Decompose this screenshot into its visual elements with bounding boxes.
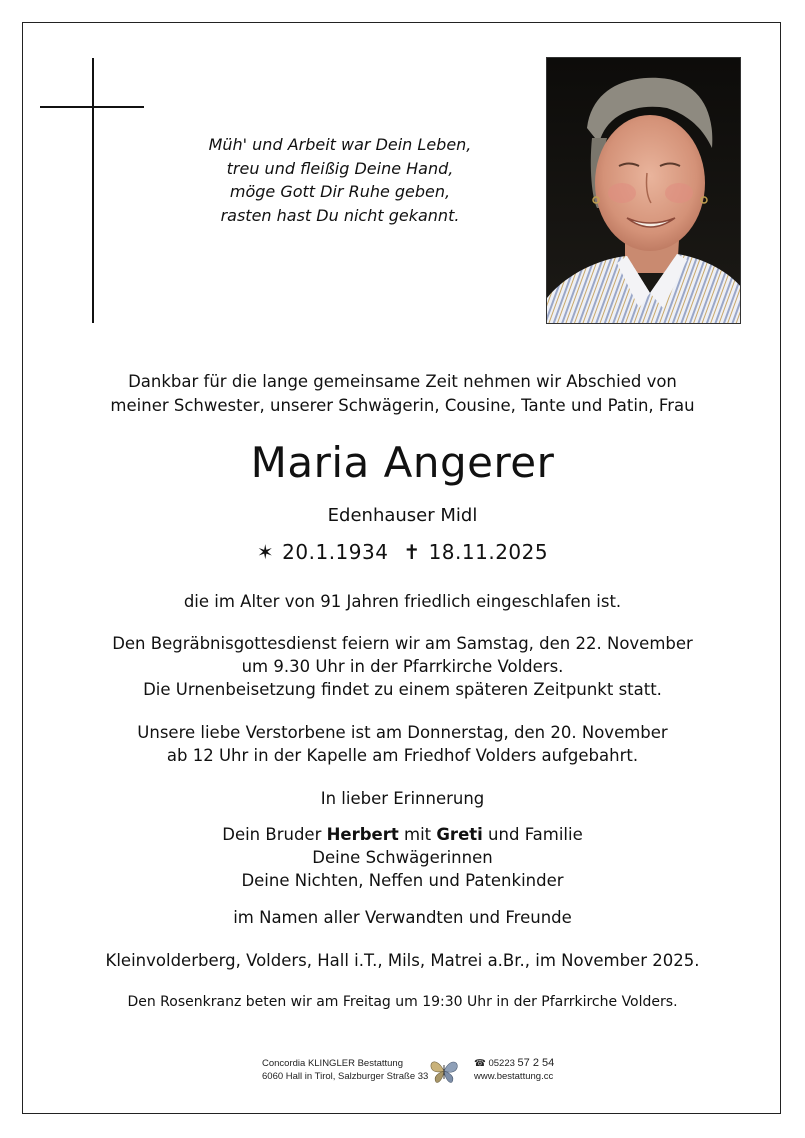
places-date-text: Kleinvolderberg, Volders, Hall i.T., Mils, Matrei a.Br., im November 2025.: [105, 951, 700, 970]
funeral-info: [30, 632, 775, 701]
deceased-name: Maria Angerer: [250, 438, 555, 487]
poem-line: rasten hast Du nicht gekannt.: [220, 205, 460, 225]
poem-line: treu und fleißig Deine Hand,: [226, 158, 454, 178]
death-cross-icon: ✝: [403, 540, 421, 564]
undertaker-contact: [474, 1057, 554, 1083]
company-address: 6060 Hall in Tirol, Salzburger Straße 33: [262, 1071, 429, 1082]
laid-out-info: [30, 721, 775, 767]
memory-text: In lieber Erinnerung: [320, 789, 485, 808]
company-name: Concordia KLINGLER Bestattung: [262, 1058, 403, 1069]
butterfly-logo-icon: [428, 1057, 460, 1085]
poem: [150, 133, 530, 227]
life-dates: [30, 538, 775, 566]
house-name: Edenhauser Midl: [327, 505, 478, 526]
mourner-line: Deine Schwägerinnen: [312, 848, 493, 867]
relatives-text: im Namen aller Verwandten und Freunde: [233, 908, 572, 927]
phone-icon: ☎: [474, 1058, 486, 1069]
portrait-photo: [546, 57, 741, 324]
birth-date: 20.1.1934: [282, 540, 389, 564]
funeral-line: Den Begräbnisgottesdienst feiern wir am Samstag, den 22. November: [112, 634, 693, 653]
intro-text: [30, 370, 775, 418]
website: www.bestattung.cc: [474, 1071, 554, 1082]
brother-name: Herbert: [326, 825, 399, 844]
intro-line: Dankbar für die lange gemeinsame Zeit nehmen wir Abschied von: [128, 372, 677, 391]
funeral-line: Die Urnenbeisetzung findet zu einem späteren Zeitpunkt statt.: [143, 680, 662, 699]
laid-out-line: Unsere liebe Verstorbene ist am Donnerstag, den 20. November: [137, 723, 668, 742]
funeral-line: um 9.30 Uhr in der Pfarrkirche Volders.: [241, 657, 564, 676]
laid-out-line: ab 12 Uhr in der Kapelle am Friedhof Volders aufgebahrt.: [166, 746, 639, 765]
age-text: die im Alter von 91 Jahren friedlich eingeschlafen ist.: [183, 592, 622, 611]
birth-star-icon: ✶: [256, 540, 275, 564]
undertaker-footer: [0, 1057, 805, 1087]
rosary-text: Den Rosenkranz beten wir am Freitag um 19:30 Uhr in der Pfarrkirche Volders.: [127, 994, 678, 1010]
death-date: 18.11.2025: [428, 540, 549, 564]
poem-line: Müh' und Arbeit war Dein Leben,: [208, 135, 472, 154]
undertaker-address: [262, 1057, 428, 1083]
intro-line: meiner Schwester, unserer Schwägerin, Cousine, Tante und Patin, Frau: [110, 396, 695, 415]
mourner-line: Dein Bruder Herbert mit Greti und Familie: [222, 825, 583, 844]
phone-line: [474, 1057, 554, 1070]
poem-line: möge Gott Dir Ruhe geben,: [229, 182, 451, 201]
mourner-line: Deine Nichten, Neffen und Patenkinder: [241, 871, 564, 890]
sister-in-law-name: Greti: [436, 825, 483, 844]
phone-number: 57 2 54: [517, 1057, 555, 1069]
phone-prefix: 05223: [488, 1058, 515, 1069]
mourners-list: [30, 823, 775, 892]
